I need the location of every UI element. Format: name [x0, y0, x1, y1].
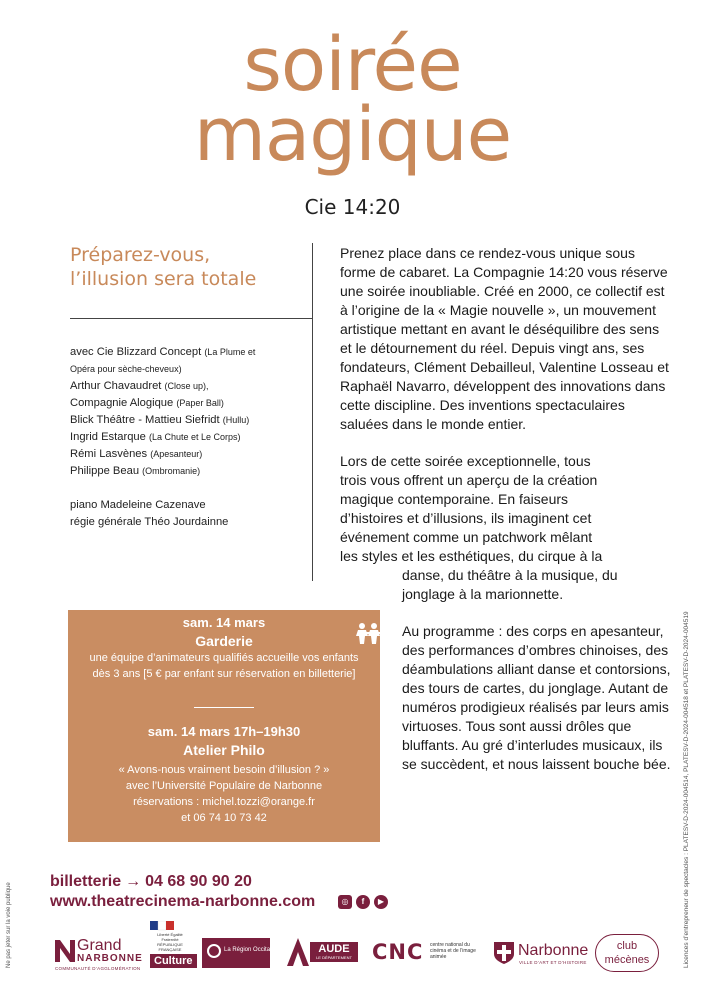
- divider-horizontal: [70, 318, 312, 319]
- aude-logo: AUDE: [310, 942, 358, 962]
- tagline-line-2: l’illusion sera totale: [70, 268, 257, 290]
- credit-line: Philippe Beau (Ombromanie): [70, 465, 201, 477]
- atelier-text: [88, 762, 360, 826]
- social-icons: [338, 895, 388, 909]
- credit-line: Ingrid Estarque (La Chute et Le Corps): [70, 431, 241, 443]
- paragraph-2: Lors de cette soirée exceptionnelle, tous trois vous offrent un aperçu de la création magique contemporaine. En faiseurs d’histoires et d’illusions, ils imaginent cet événement comme un patchwork mêlant les styles et les esthétiques, du cirque à la danse, du théâtre à la musique, du jonglage à la marionnette.: [340, 453, 618, 602]
- description: [340, 244, 672, 792]
- children-holding-hands-icon: [354, 622, 402, 644]
- atelier-reservation[interactable]: réservations : michel.tozzi@orange.fr: [133, 796, 315, 808]
- credit-line: avec Cie Blizzard Concept (La Plume et: [70, 346, 256, 358]
- grand-narbonne-word: Grand: [77, 937, 122, 954]
- republique-text: Liberté Égalité Fraternité RÉPUBLIQUE FRANÇAISE: [157, 932, 183, 952]
- company-name: Cie 14:20: [304, 195, 401, 219]
- box-separator: [194, 707, 254, 708]
- cnc-logo: CNC: [372, 940, 424, 964]
- atelier-org: avec l’Université Populaire de Narbonne: [125, 780, 323, 792]
- billetterie-line[interactable]: billetterie → 04 68 90 90 20: [50, 873, 252, 890]
- title-line-1: soirée: [243, 22, 462, 108]
- grand-narbonne-logo-icon: [55, 940, 75, 962]
- atelier-quote: « Avons-nous vraiment besoin d’illusion ? »: [118, 764, 330, 776]
- side-note-left: Ne pas jeter sur la voie publique: [6, 882, 12, 968]
- garderie-title: Garderie: [195, 633, 253, 649]
- occitanie-cross-icon: [207, 944, 221, 958]
- grand-narbonne-word2: NARBONNE: [77, 953, 143, 964]
- narbonne-shield-icon: [494, 942, 514, 964]
- grand-narbonne-sub: COMMUNAUTÉ D’AGGLOMÉRATION: [55, 966, 141, 971]
- credit-line: Compagnie Alogique (Paper Ball): [70, 397, 224, 409]
- arrow-right-icon: →: [125, 873, 142, 890]
- culture-logo: Culture: [150, 954, 197, 968]
- events-box: [68, 610, 380, 842]
- paragraph-1: Prenez place dans ce rendez-vous unique sous forme de cabaret. La Compagnie 14:20 vous réserve une soirée inoubliable. Créé en 2000, ce collectif est à l’origine de la « Magie nouvelle », un mouvement artistique mettant en avant le déséquilibre des sens et le détournement du réel. Depuis vingt ans, ses fondateurs, Clément Debailleul, Valentine Losseau et Raphaël Navarro, développent des innovations dans cette discipline. Des inventions spectaculaires saluées dans le monde entier.: [340, 245, 669, 432]
- website-link[interactable]: www.theatrecinema-narbonne.com: [50, 893, 316, 910]
- credit-regie: régie générale Théo Jourdainne: [70, 516, 229, 528]
- garderie-text: une équipe d’animateurs qualifiés accueille vos enfants dès 3 ans [5 € par enfant sur réservation en billetterie]: [89, 652, 359, 680]
- occitanie-text: La Région Occitanie: [224, 947, 279, 953]
- facebook-icon[interactable]: f: [356, 895, 370, 909]
- divider-vertical: [312, 243, 313, 581]
- title-line-2: magique: [193, 92, 512, 178]
- credit-line: Blick Théâtre - Mattieu Siefridt (Hullu): [70, 414, 250, 426]
- aude-logo-icon: [287, 938, 309, 966]
- narbonne-sub: VILLE D’ART ET D’HISTOIRE: [519, 960, 587, 965]
- credits-list: [70, 344, 308, 531]
- atelier-title: Atelier Philo: [183, 742, 265, 758]
- cnc-sub: centre national du cinéma et de l’image animée: [430, 942, 476, 960]
- instagram-icon[interactable]: ◎: [338, 895, 352, 909]
- tagline-line-1: Préparez-vous,: [70, 244, 211, 266]
- tagline: [70, 243, 310, 291]
- paragraph-3: Au programme : des corps en apesanteur, des performances d’ombres chinoises, des déambulations alliant danse et contorsions, des tours de cartes, du jonglage. Autant de numéros prodigieux réalisés par leurs amis virtuoses. Tous sont aussi drôles que bluffants. Au gré d’interludes musicaux, ils se succèdent, et nous laissent bouche bée.: [402, 623, 671, 772]
- credit-line: Opéra pour sèche-cheveux): [70, 364, 182, 374]
- aude-sub: LE DÉPARTEMENT: [316, 955, 352, 960]
- side-note-right: Licences d’entrepreneur de spectacles : PLATESV-D-2024-004514, PLATESV-D-2024-004518 et PLATESV-D-2024-004519: [683, 611, 690, 968]
- garderie-date: sam. 14 mars: [182, 615, 266, 630]
- atelier-phone[interactable]: et 06 74 10 73 42: [181, 812, 267, 824]
- credit-line: Arthur Chavaudret (Close up),: [70, 380, 209, 392]
- youtube-icon[interactable]: ▶: [374, 895, 388, 909]
- club-mecenes-logo: club mécènes: [595, 934, 659, 972]
- credit-line: Rémi Lasvènes (Apesanteur): [70, 448, 203, 460]
- partner-logos: [0, 918, 705, 988]
- atelier-date: sam. 14 mars 17h–19h30: [147, 724, 301, 739]
- narbonne-word: Narbonne: [518, 942, 589, 959]
- credit-piano: piano Madeleine Cazenave: [70, 499, 206, 511]
